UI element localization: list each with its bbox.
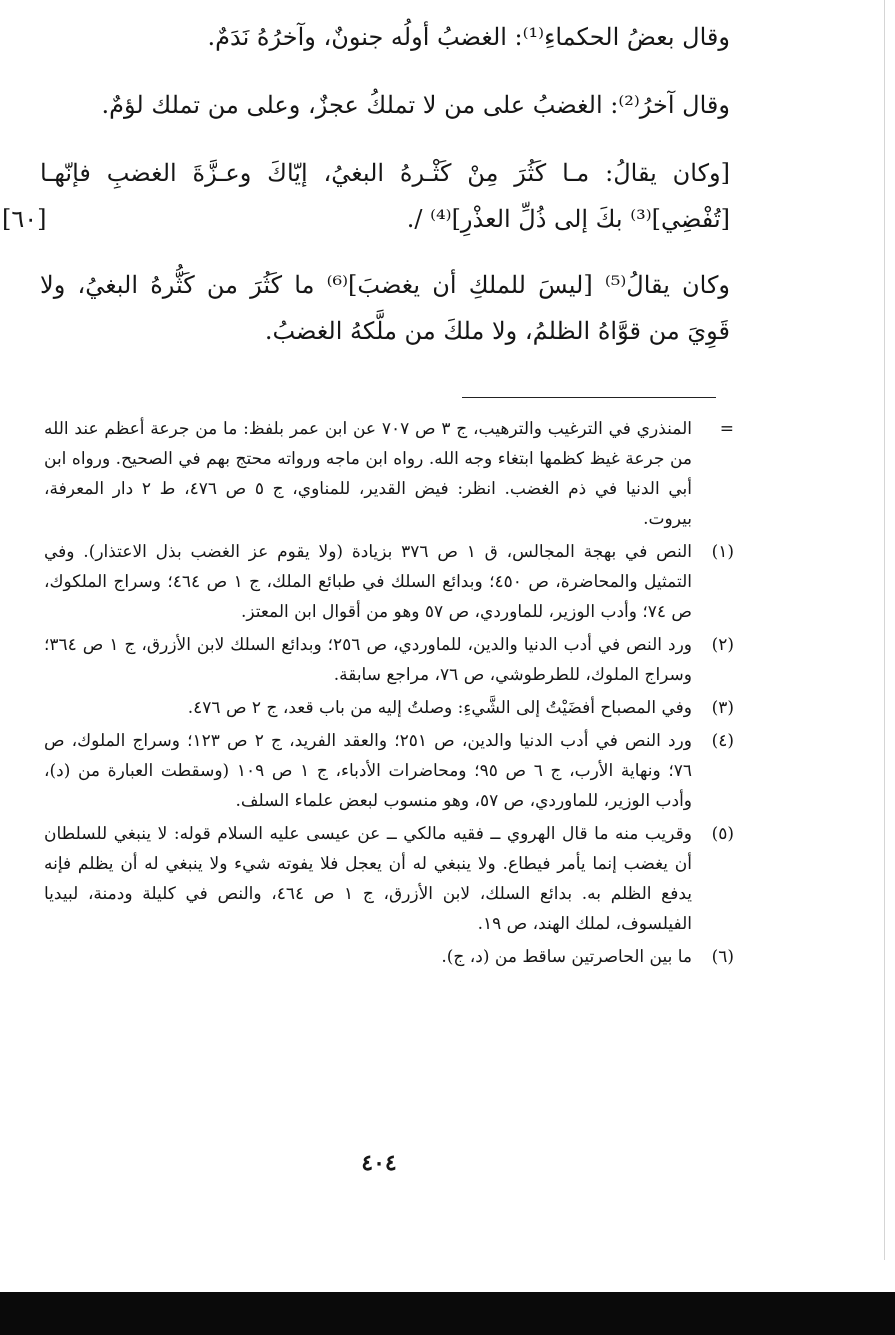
footnote-marker: (١) [711, 542, 734, 562]
footnote-text: ما بين الحاصرتين ساقط من (د، ج). [441, 947, 692, 967]
footnote-marker: = [719, 419, 734, 439]
footnote-item [44, 414, 734, 534]
footnote-item [44, 942, 734, 972]
paragraph-text: [وكان يقالُ: مـا كَثُرَ مِنْ كَثْـرهُ البغيُ، إيّاكَ وعـزَّةَ الغضبِ فإنّهـا [تُفْضِي]⁽³⁾ بكَ إلى ذُلِّ العذْرِ]⁽⁴⁾ /. [40, 159, 730, 233]
footnote-item [44, 537, 734, 627]
footnote-text: المنذري في الترغيب والترهيب، ج ٣ ص ٧٠٧ عن ابن عمر بلفظ: ما من جرعة أعظم عند الله من جرعة غيظ كظمها ابتغاء وجه الله. رواه ابن ماجه ورواته محتج بهم في الصحيح. ورواه ابن أبي الدنيا في ذم الغضب. انظر: فيض القدير، للمناوي، ج ٥ ص ٤٧٦، ط ٢ دار المعرفة، بيروت. [44, 419, 692, 529]
scan-edge-line [884, 0, 885, 1260]
footnote-item [44, 693, 734, 723]
margin-reference: [٦٠] [2, 205, 47, 233]
footnote-marker: (٣) [711, 698, 734, 718]
footnotes [44, 414, 734, 975]
footnote-text: ورد النص في أدب الدنيا والدين، للماوردي، ص ٢٥٦؛ وبدائع السلك لابن الأزرق، ج ١ ص ٣٦٤؛ وسراج الملوك، للطرطوشي، ص ٧٦، مراجع سابقة. [44, 635, 692, 685]
footnote-text: النص في بهجة المجالس، ق ١ ص ٣٧٦ بزيادة (ولا يقوم عز الغضب بذل الاعتذار). وفي التمثيل والمحاضرة، ص ٤٥٠؛ وبدائع السلك في طبائع الملك، ج ١ ص ٤٦٤؛ وسراج الملكوك، ص ٧٤؛ وأدب الوزير، للماوردي، ص ٥٧ وهو من أقوال ابن المعتز. [44, 542, 692, 622]
footnote-marker: (٢) [711, 635, 734, 655]
footnote-marker: (٥) [711, 824, 734, 844]
footnote-marker: (٦) [711, 947, 734, 967]
paragraph [2, 150, 730, 242]
paragraph: وكان يقالُ⁽⁵⁾ [ليسَ للملكِ أن يغضبَ]⁽⁶⁾ ما كَثُرَ من كَثُّرهُ البغيُ، ولا قَوِيَ من قوَّاهُ الظلمُ، ولا ملكَ من ملَّكهُ الغضبُ. [40, 271, 731, 345]
footnote-item [44, 726, 734, 816]
footnote-separator [462, 397, 716, 398]
footnote-text: ورد النص في أدب الدنيا والدين، ص ٢٥١؛ والعقد الفريد، ج ٢ ص ١٢٣؛ وسراج الملوك، ص ٧٦؛ ونهاية الأرب، ج ٦ ص ٩٥؛ ومحاضرات الأدباء، ج ١ ص ١٠٩ (وسقطت العبارة من (د)، وأدب الوزير، للماوردي، ص ٥٧، وهو منسوب لبعض علماء السلف. [44, 731, 692, 811]
paragraph: وقال آخرُ⁽²⁾: الغضبُ على من لا تملكُ عجزٌ، وعلى من تملك لؤمٌ. [101, 91, 730, 119]
footnote-item [44, 630, 734, 690]
footnote-marker: (٤) [711, 731, 734, 751]
page-number: ٤٠٤ [361, 1150, 397, 1176]
footnote-text: وقريب منه ما قال الهروي ــ فقيه مالكي ــ عن عيسى عليه السلام قوله: لا ينبغي للسلطان أن يغضب إنما يأمر فيطاع. ولا ينبغي له أن يعجل فلا يفوته شيء ولا ينبغي له أن يظلم فإنه يدفع الظلم به. بدائع السلك، لابن الأزرق، ج ١ ص ٤٦٤، والنص في كليلة ودمنة، لبيديا الفيلسوف، لملك الهند، ص ١٩. [44, 824, 692, 934]
paragraph: وقال بعضُ الحكماءِ⁽¹⁾: الغضبُ أولُه جنونٌ، وآخرُهُ نَدَمٌ. [207, 23, 730, 51]
footnote-item [44, 819, 734, 939]
scan-bottom-border [0, 1292, 895, 1335]
footnote-text: وفي المصباح أفضَيْتُ إلى الشَّيءِ: وصلتُ إليه من باب قعد، ج ٢ ص ٤٧٦. [187, 698, 692, 718]
